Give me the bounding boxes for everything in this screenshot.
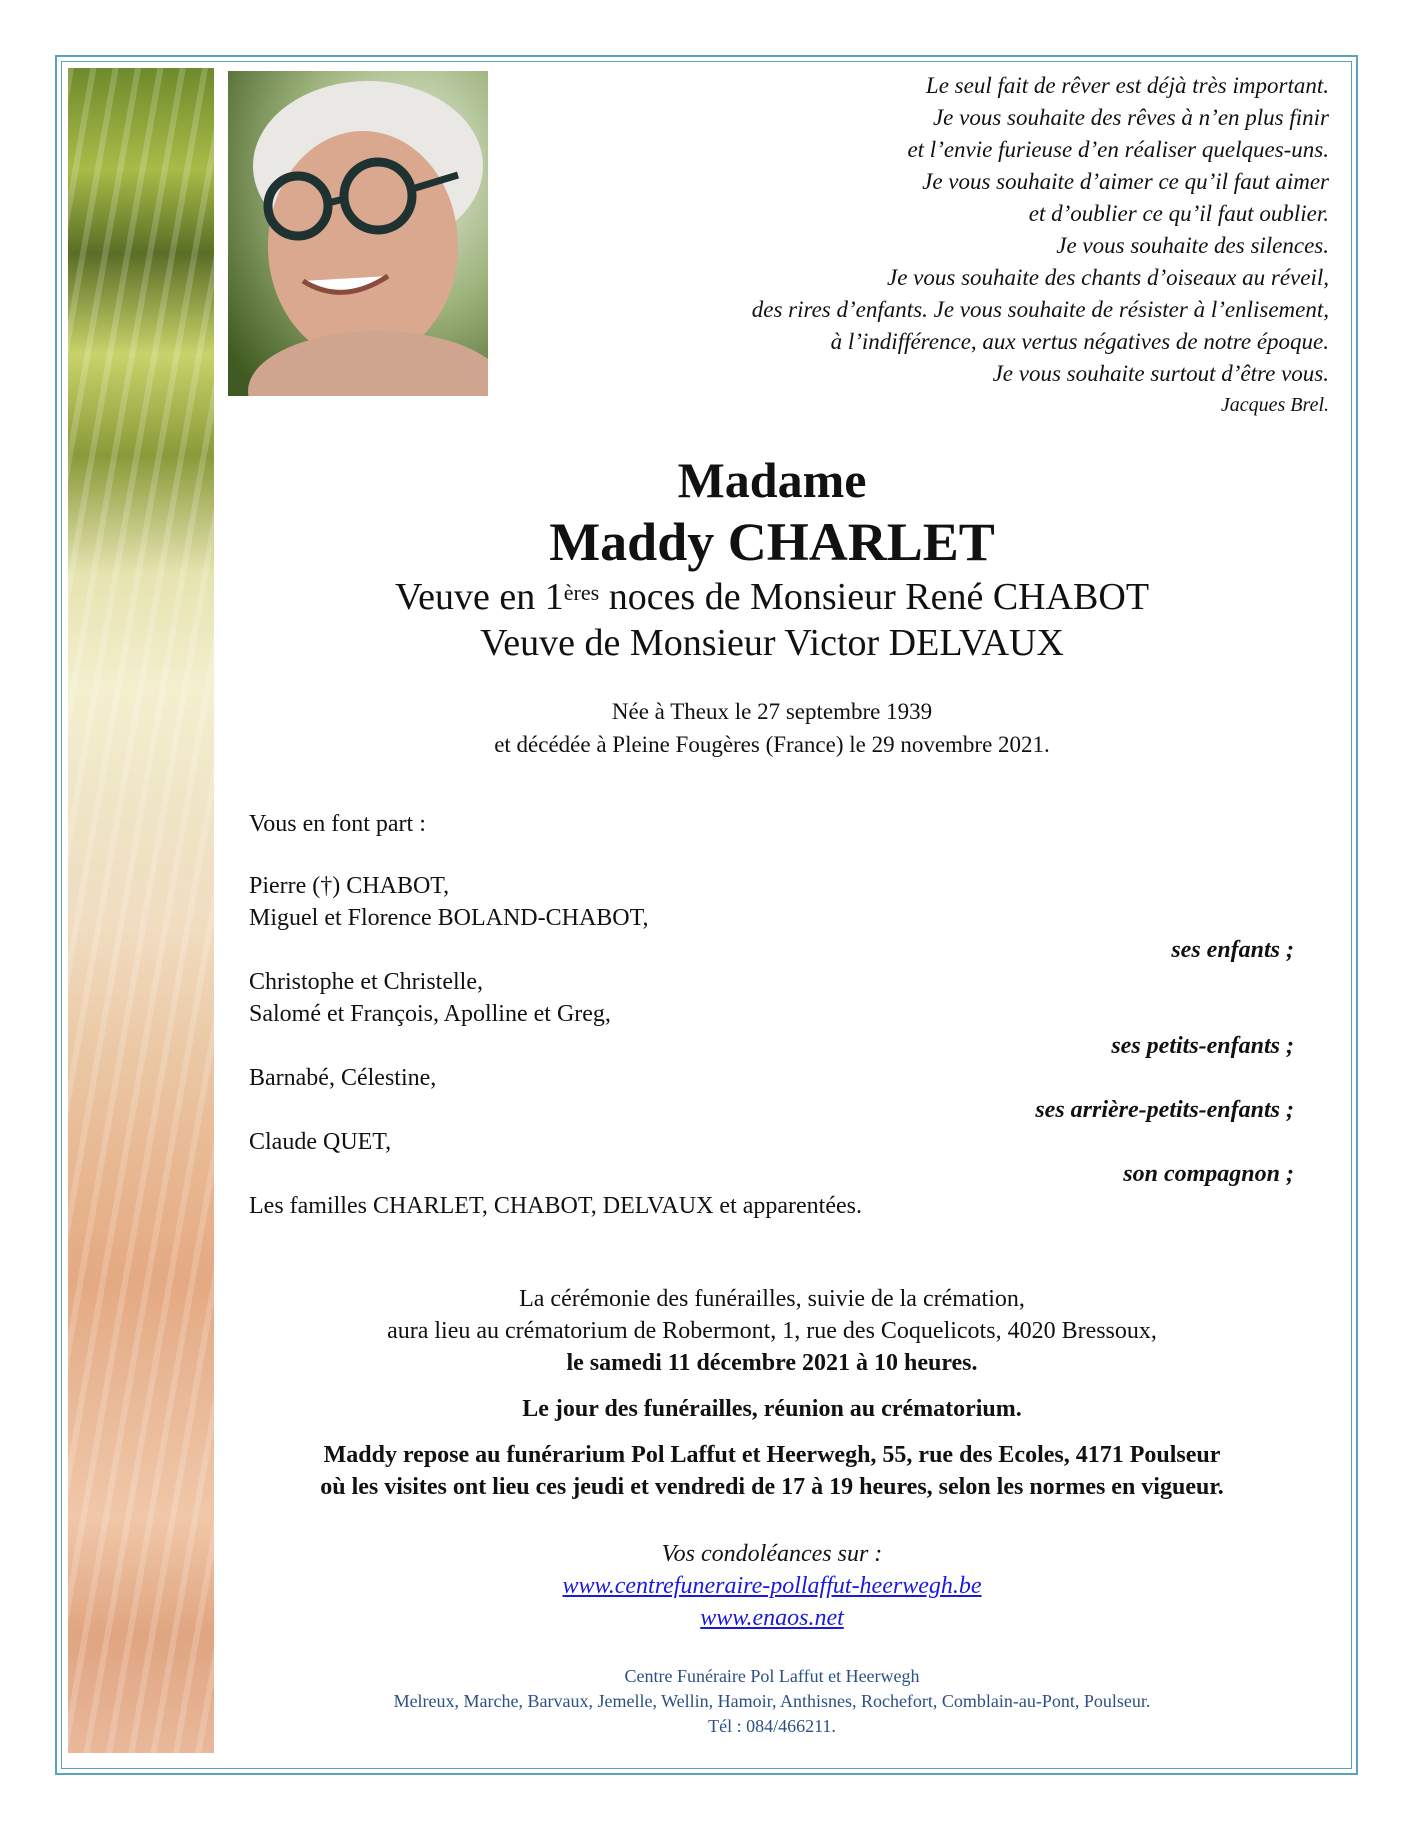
children-label: ses enfants ; [1171,937,1294,963]
poem-line: Je vous souhaite d’aimer ce qu’il faut aimer [922,169,1329,194]
visit-hours: où les visites ont lieu ces jeudi et vendredi de 17 à 19 heures, selon les normes en vigueur. [320,1474,1224,1500]
poem-line: et l’envie furieuse d’en réaliser quelques-uns. [907,137,1329,162]
widow-first-marriage [228,574,1316,620]
condolences-intro: Vos condoléances sur : [661,1541,883,1567]
ceremony-line-2: aura lieu au crématorium de Robermont, 1, rue des Coquelicots, 4020 Bressoux, [387,1318,1157,1344]
poem-line: des rires d’enfants. Je vous souhaite de résister à l’enlisement, [751,297,1329,322]
families-entry: Les familles CHARLET, CHABOT, DELVAUX et apparentées. [249,1193,862,1219]
forest-path-image-strip [68,68,214,1753]
ceremony-details [228,1283,1316,1503]
poem-line: Je vous souhaite des rêves à n’en plus finir [932,105,1329,130]
poem-line: Le seul fait de rêver est déjà très important. [925,73,1329,98]
grandchild-entry: Salomé et François, Apolline et Greg, [249,1001,611,1027]
child-entry: Miguel et Florence BOLAND-CHABOT, [249,905,649,931]
birth-death-dates [228,695,1316,761]
condolences-link-row-2 [228,1602,1316,1634]
ordinal-superscript: ères [563,580,600,605]
great-grandchildren-label: ses arrière-petits-enfants ; [1035,1097,1294,1123]
poem-line: Je vous souhaite des chants d’oiseaux au réveil, [887,265,1329,290]
ceremony-date: le samedi 11 décembre 2021 à 10 heures. [566,1350,978,1376]
death-line: et décédée à Pleine Fougères (France) le 29 novembre 2021. [494,732,1050,757]
grandchildren-label: ses petits-enfants ; [1111,1033,1294,1059]
company-name: Centre Funéraire Pol Laffut et Heerwegh [624,1666,920,1686]
poem-line: Je vous souhaite surtout d’être vous. [992,361,1329,386]
great-grandchild-entry: Barnabé, Célestine, [249,1065,437,1091]
poem-line: Je vous souhaite des silences. [1056,233,1329,258]
funeral-centre-link[interactable]: www.centrefuneraire-pollaffut-heerwegh.be [562,1573,982,1599]
funeral-home-footer [228,1664,1316,1739]
poem-line: et d’oublier ce qu’il faut oublier. [1028,201,1329,226]
companion-label: son compagnon ; [1123,1161,1294,1187]
condolences-section [228,1538,1316,1634]
birth-line: Née à Theux le 27 septembre 1939 [611,699,933,724]
honorific: Madame [677,452,867,508]
portrait-photo [228,71,488,396]
company-phone: Tél : 084/466211. [708,1716,836,1736]
poem-line: à l’indifférence, aux vertus négatives de notre époque. [830,329,1329,354]
rest-location: Maddy repose au funérarium Pol Laffut et Heerwegh, 55, rue des Ecoles, 4171 Poulseur [323,1442,1221,1468]
child-entry: Pierre (†) CHABOT, [249,873,450,899]
grandchild-entry: Christophe et Christelle, [249,969,483,995]
ceremony-line-1: La cérémonie des funérailles, suivie de la crémation, [519,1286,1025,1312]
widow-first-prefix: Veuve en 1 [394,576,564,618]
company-locations: Melreux, Marche, Barvaux, Jemelle, Wellin, Hamoir, Anthisnes, Rochefort, Comblain-au-Pont, Poulseur. [393,1691,1151,1711]
enaos-link[interactable]: www.enaos.net [700,1605,844,1631]
family-intro: Vous en font part : [249,811,426,837]
widow-second-marriage: Veuve de Monsieur Victor DELVAUX [480,622,1064,664]
poem-author: Jacques Brel. [1220,394,1329,416]
family-announcement [249,808,1294,1222]
deceased-header [228,450,1316,666]
portrait-illustration [228,71,488,396]
companion-entry: Claude QUET, [249,1129,392,1155]
deceased-name: Maddy CHARLET [549,512,995,572]
widow-first-suffix: noces de Monsieur René CHABOT [599,576,1150,618]
ceremony-meeting: Le jour des funérailles, réunion au crématorium. [522,1396,1022,1422]
poem-quote [569,70,1329,420]
condolences-link-row-1 [228,1570,1316,1602]
